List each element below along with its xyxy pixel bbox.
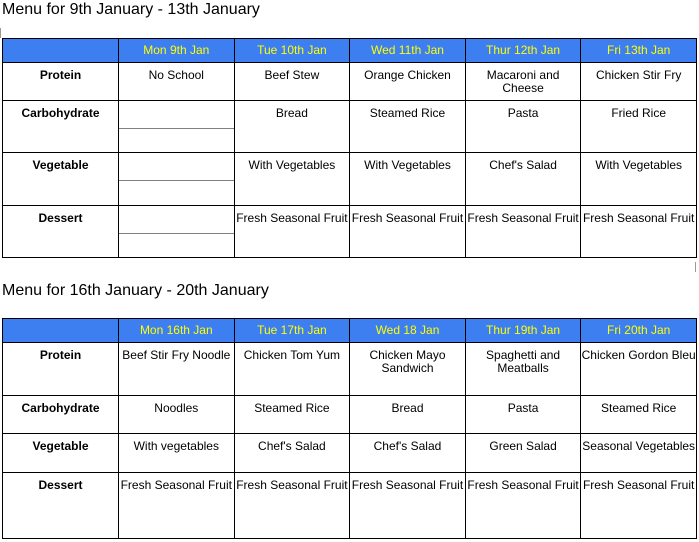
table-row [3, 396, 697, 434]
menu-cell: Chicken Stir Fry [581, 63, 697, 101]
day-header: Mon 9th Jan [119, 39, 235, 63]
day-header: Wed 11th Jan [350, 39, 466, 63]
menu-cell: Fresh Seasonal Fruit [350, 473, 466, 539]
menu-cell: Beef Stew [234, 63, 350, 101]
menu-cell: Chef's Salad [234, 434, 350, 473]
table-row [3, 101, 697, 153]
menu-cell: Beef Stir Fry Noodle [119, 343, 235, 396]
table-row [3, 153, 697, 206]
corner-cell [3, 319, 119, 343]
menu-cell: Fresh Seasonal Fruit [465, 473, 581, 539]
page-corner-mark [695, 262, 698, 272]
menu-cell: Fresh Seasonal Fruit [465, 206, 581, 258]
menu-cell: Macaroni and Cheese [465, 63, 581, 101]
row-label: Carbohydrate [3, 396, 119, 434]
empty-split-cell [119, 153, 235, 206]
menu-cell: Steamed Rice [581, 396, 697, 434]
menu-cell: Spaghetti and Meatballs [465, 343, 581, 396]
corner-cell [3, 39, 119, 63]
menu-cell: Pasta [465, 101, 581, 153]
menu-cell: Chicken Tom Yum [234, 343, 350, 396]
menu-cell: Bread [350, 396, 466, 434]
menu-cell: Seasonal Vegetables [581, 434, 697, 473]
day-header: Tue 17th Jan [234, 319, 350, 343]
menu-cell: With Vegetables [581, 153, 697, 206]
table-row [3, 206, 697, 258]
table-row [3, 434, 697, 473]
empty-split-cell [119, 206, 235, 258]
table-row [3, 473, 697, 539]
row-label: Protein [3, 343, 119, 396]
week2-menu-table [2, 318, 697, 539]
row-label: Vegetable [3, 153, 119, 206]
table-row [3, 343, 697, 396]
week2-title: Menu for 16th January - 20th January [2, 282, 269, 299]
menu-cell: Chef's Salad [465, 153, 581, 206]
menu-cell: Green Salad [465, 434, 581, 473]
table-row [3, 63, 697, 101]
menu-cell: Bread [234, 101, 350, 153]
day-header: Wed 18 Jan [350, 319, 466, 343]
menu-cell: Fresh Seasonal Fruit [581, 473, 697, 539]
menu-cell: Orange Chicken [350, 63, 466, 101]
row-label: Dessert [3, 473, 119, 539]
header-row [3, 39, 697, 63]
day-header: Tue 10th Jan [234, 39, 350, 63]
menu-cell: Steamed Rice [234, 396, 350, 434]
week1-menu-table [2, 38, 697, 258]
row-label: Vegetable [3, 434, 119, 473]
menu-cell: Fried Rice [581, 101, 697, 153]
row-label: Dessert [3, 206, 119, 258]
menu-cell: Fresh Seasonal Fruit [350, 206, 466, 258]
menu-cell: No School [119, 63, 235, 101]
row-label: Carbohydrate [3, 101, 119, 153]
menu-cell: With vegetables [119, 434, 235, 473]
menu-cell: With Vegetables [350, 153, 466, 206]
menu-cell: Chicken Mayo Sandwich [350, 343, 466, 396]
week1-title: Menu for 9th January - 13th January [2, 1, 260, 18]
day-header: Fri 20th Jan [581, 319, 697, 343]
row-label: Protein [3, 63, 119, 101]
menu-cell: Chef's Salad [350, 434, 466, 473]
menu-cell: Pasta [465, 396, 581, 434]
day-header: Thur 19th Jan [465, 319, 581, 343]
menu-cell: Chicken Gordon Bleu [581, 343, 697, 396]
day-header: Thur 12th Jan [465, 39, 581, 63]
menu-cell: Fresh Seasonal Fruit [581, 206, 697, 258]
day-header: Mon 16th Jan [119, 319, 235, 343]
menu-cell: Steamed Rice [350, 101, 466, 153]
menu-cell: Fresh Seasonal Fruit [234, 473, 350, 539]
header-row [3, 319, 697, 343]
menu-cell: Fresh Seasonal Fruit [119, 473, 235, 539]
day-header: Fri 13th Jan [581, 39, 697, 63]
menu-cell: Noodles [119, 396, 235, 434]
empty-split-cell [119, 101, 235, 153]
menu-cell: Fresh Seasonal Fruit [234, 206, 350, 258]
menu-cell: With Vegetables [234, 153, 350, 206]
page-corner-mark [0, 28, 3, 38]
